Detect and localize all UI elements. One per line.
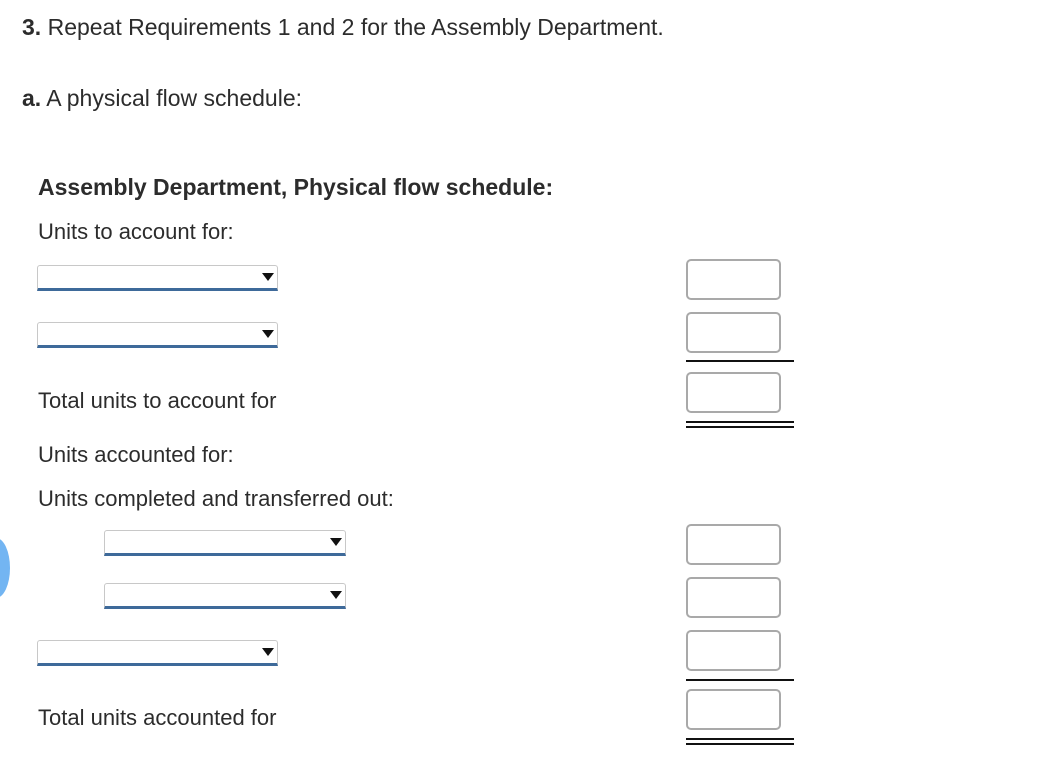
dropdown-arrow-icon xyxy=(262,648,274,656)
dropdown-arrow-icon xyxy=(262,330,274,338)
to-account-input-1[interactable] xyxy=(686,259,781,300)
transferred-dropdown-1[interactable] xyxy=(104,530,346,556)
units-accounted-for-label: Units accounted for: xyxy=(38,442,234,467)
requirement-text: Repeat Requirements 1 and 2 for the Assembly Department. xyxy=(41,14,664,40)
total-units-to-account-for-label: Total units to account for xyxy=(38,388,277,413)
subtotal-rule xyxy=(686,679,794,681)
accounted-dropdown-1[interactable] xyxy=(37,640,278,666)
requirement-3-title xyxy=(22,14,664,41)
part-text: A physical flow schedule: xyxy=(41,85,303,111)
schedule-heading: Assembly Department, Physical flow schedule: xyxy=(38,174,554,200)
to-account-dropdown-1[interactable] xyxy=(37,265,278,291)
total-to-account-input[interactable] xyxy=(686,372,781,413)
focus-indicator xyxy=(0,538,10,598)
dropdown-arrow-icon xyxy=(330,591,342,599)
subtotal-rule xyxy=(686,360,794,362)
units-to-account-for-label: Units to account for: xyxy=(38,219,234,244)
total-double-rule xyxy=(686,421,794,428)
total-units-accounted-for-label: Total units accounted for xyxy=(38,705,277,730)
part-letter: a. xyxy=(22,85,42,111)
dropdown-arrow-icon xyxy=(262,273,274,281)
part-a-title xyxy=(22,85,302,112)
total-double-rule xyxy=(686,738,794,745)
units-completed-transferred-out-label: Units completed and transferred out: xyxy=(38,486,394,511)
to-account-input-2[interactable] xyxy=(686,312,781,353)
transferred-input-2[interactable] xyxy=(686,577,781,618)
to-account-dropdown-2[interactable] xyxy=(37,322,278,348)
dropdown-arrow-icon xyxy=(330,538,342,546)
requirement-number: 3. xyxy=(22,14,42,40)
transferred-dropdown-2[interactable] xyxy=(104,583,346,609)
total-accounted-input[interactable] xyxy=(686,689,781,730)
accounted-input-1[interactable] xyxy=(686,630,781,671)
transferred-input-1[interactable] xyxy=(686,524,781,565)
